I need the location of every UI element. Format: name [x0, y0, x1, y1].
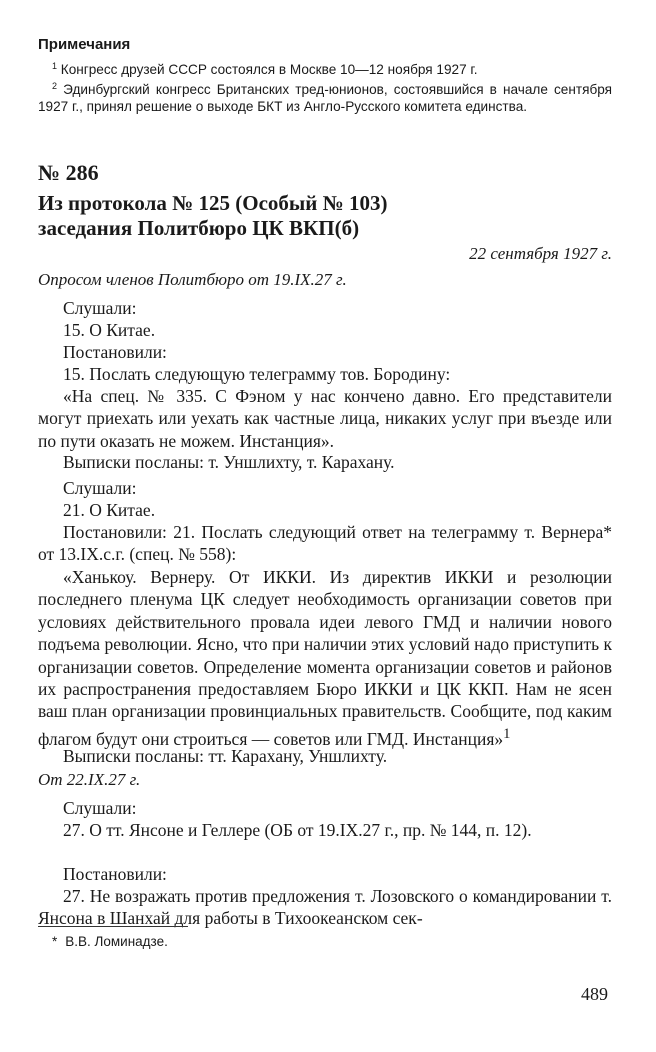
decided-label: Постановили: [63, 864, 167, 884]
heard-label: Слушали: [63, 478, 137, 498]
telegram-text: «На спец. № 335. С Фэном у нас кончено давно. Его представители могут приехать или уехать как частные лица, никаких услуг при въезде или по пути оказать не можем. Инстанция». [38, 386, 612, 451]
heard-label: Слушали: [63, 798, 137, 818]
document-title-line: заседания Политбюро ЦК ВКП(б) [38, 216, 360, 240]
footnote-marker: * [52, 934, 58, 949]
telegram-body: «Ханькоу. Вернеру. От ИККИ. Из директив ИККИ и резолюции последнего пленума ЦК следует необходимость организации советов при условиях действительного провала идеи левого ГМД и наличии нового подъема революции. Ясно, что при наличии этих условий надо приступить к организации советов. Определение момента организации советов и районов их распространения предоставляем Бюро ИККИ и ЦК ККП. Нам не ясен ваш план организации провинциальных правительств. Сообщите, под каким флагом будут они строиться — советов или ГМД. Инстанция» [38, 567, 612, 749]
note-marker: 2 [52, 81, 58, 91]
session-heading: Опросом членов Политбюро от 19.IX.27 г. [38, 270, 347, 289]
excerpts-sent: Выписки посланы: тт. Карахану, Уншлихту. [63, 746, 388, 766]
decided-text: 27. Не возражать против предложения т. Лозовского о командировании т. Янсона в Шанхай для работы в Тихоокеанском сек- [38, 886, 612, 929]
note-2 [38, 78, 612, 115]
heard-label: Слушали: [63, 298, 137, 318]
footnote-divider [38, 926, 188, 927]
telegram-text [38, 566, 612, 750]
note-reference: 1 [503, 725, 511, 742]
document-title [38, 191, 612, 241]
document-title-line: Из протокола № 125 (Особый № 103) [38, 191, 388, 215]
note-1 [38, 58, 612, 79]
page-number: 489 [581, 984, 608, 1004]
document-number: № 286 [38, 160, 99, 185]
decided-text: 15. Послать следующую телеграмму тов. Бородину: [63, 364, 451, 384]
note-text: Эдинбургский конгресс Британских тред-юнионов, состоявшийся в начале сентября 1927 г., принял решение о выходе БКТ из Англо-Русского комитета единства. [38, 82, 612, 114]
excerpts-sent: Выписки посланы: т. Уншлихту, т. Карахану. [63, 452, 395, 472]
heard-text: 27. О тт. Янсоне и Геллере (ОБ от 19.IX.27 г., пр. № 144, п. 12). [63, 820, 532, 840]
heard-text: 15. О Китае. [63, 320, 156, 340]
footnote-text: В.В. Ломинадзе. [65, 934, 168, 949]
session-heading: От 22.IX.27 г. [38, 770, 141, 789]
footnote [52, 934, 168, 949]
heard-text: 21. О Китае. [63, 500, 156, 520]
notes-heading: Примечания [38, 36, 131, 53]
decided-label: Постановили: [63, 342, 167, 362]
decided-text: Постановили: 21. Послать следующий ответ на телеграмму т. Вернера* от 13.IX.с.г. (спец. № 558): [38, 522, 612, 565]
note-text: Конгресс друзей СССР состоялся в Москве 10—12 ноября 1927 г. [60, 62, 478, 77]
document-date: 22 сентября 1927 г. [469, 244, 612, 263]
note-marker: 1 [52, 61, 58, 71]
